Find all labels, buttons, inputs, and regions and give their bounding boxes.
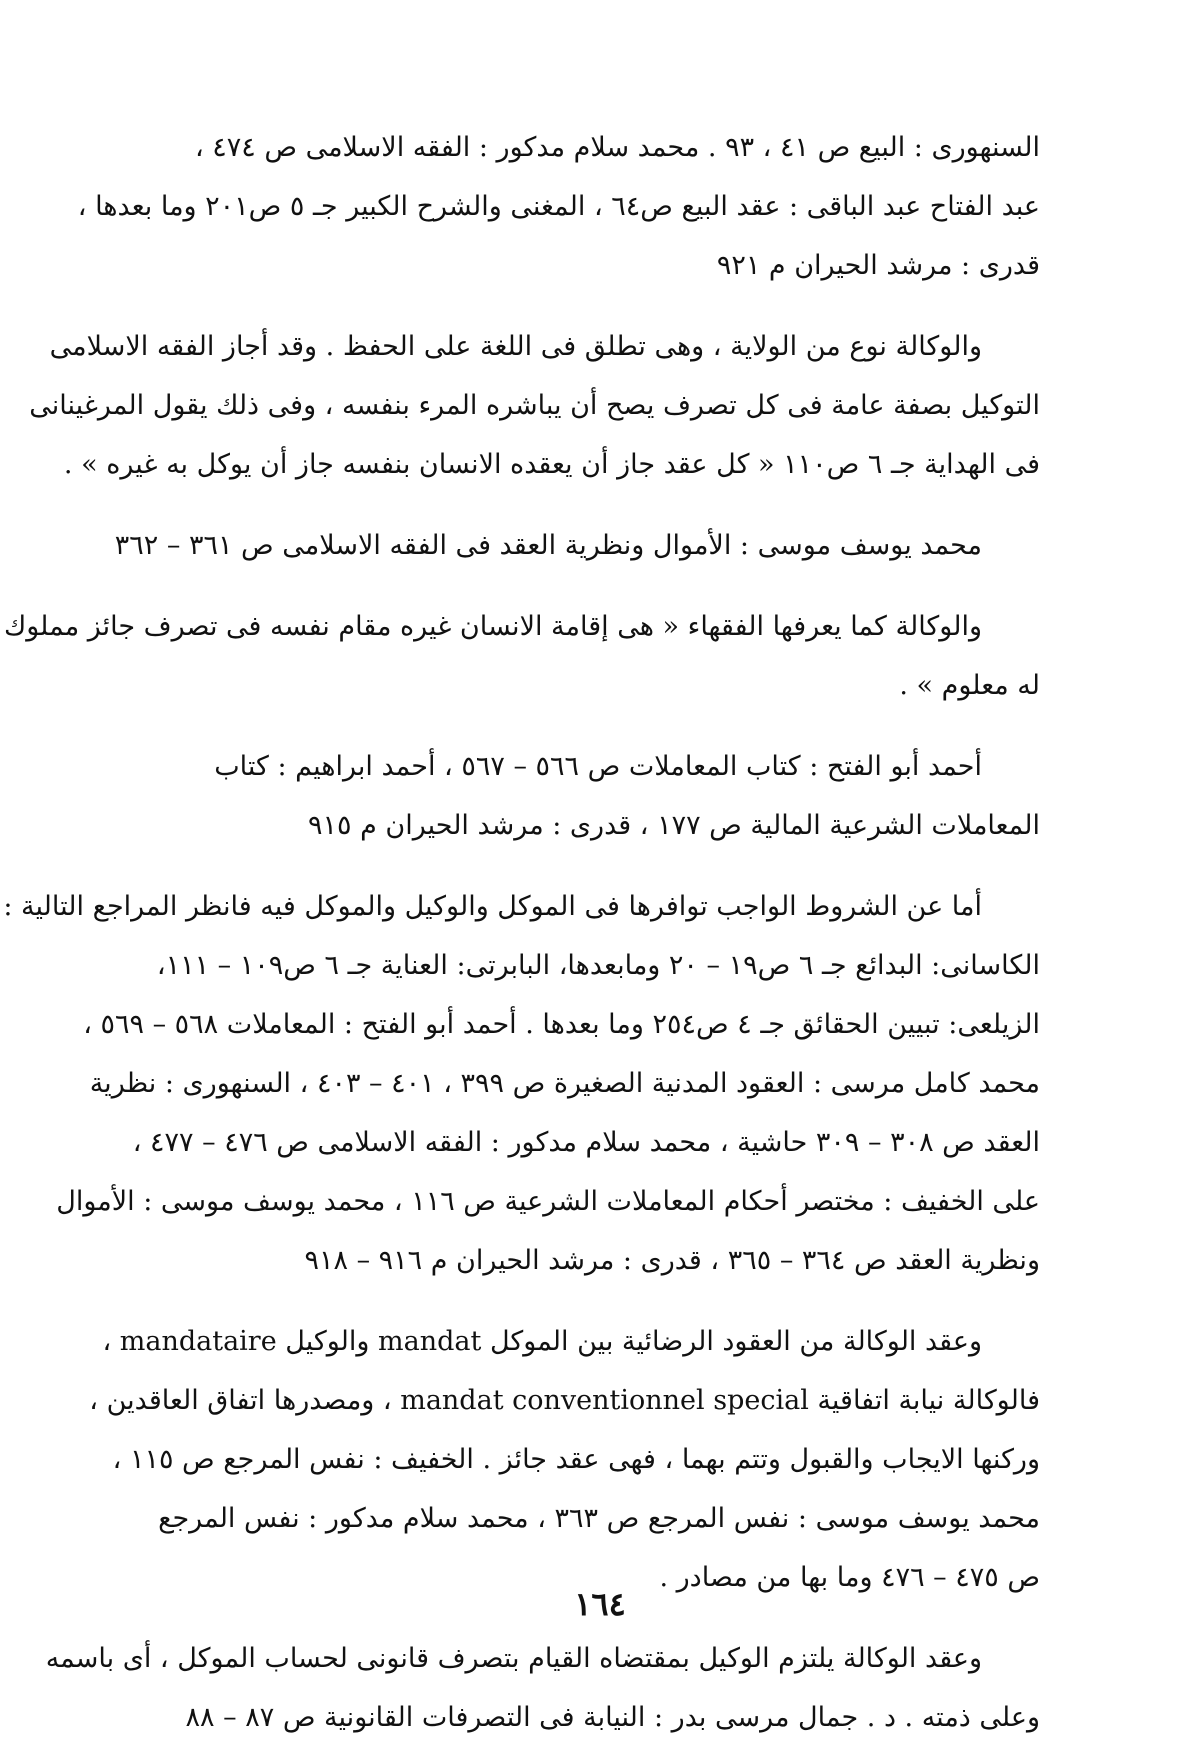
paragraph	[45, 1629, 1040, 1747]
text-line: له معلوم » .	[899, 670, 1040, 701]
text-line: الكاسانی: البدائع جـ ٦ ص١٩ – ٢٠ ومابعدها، البابرتی: العنایة جـ ٦ ص١٠٩ – ١١١،	[156, 950, 1040, 981]
text-line: محمد كامل مرسی : العقود المدنیة الصغیرة ص ٣٩٩ ، ٤٠١ – ٤٠٣ ، السنهوری : نظریة	[89, 1068, 1040, 1099]
text-line: محمد یوسف موسی : الأموال ونظریة العقد فی الفقه الاسلامی ص ٣٦١ – ٣٦٢	[114, 530, 982, 561]
text-line: التوكیل بصفة عامة فی كل تصرف یصح أن یباشره المرء بنفسه ، وفی ذلك یقول المرغینانی	[29, 390, 1040, 421]
paragraph	[3, 877, 1040, 1290]
text-line: أحمد أبو الفتح : كتاب المعاملات ص ٥٦٦ – ٥٦٧ ، أحمد ابراهیم : كتاب	[214, 751, 982, 782]
text-line: وعلی ذمته . د . جمال مرسی بدر : النیابة فی التصرفات القانونیة ص ٨٧ – ٨٨	[185, 1702, 1040, 1733]
text-body	[3, 118, 1040, 1747]
text-line: الزیلعی: تبیین الحقائق جـ ٤ ص٢٥٤ وما بعدها . أحمد أبو الفتح : المعاملات ٥٦٨ – ٥٦٩ ،	[83, 1009, 1040, 1040]
text-line: ونظریة العقد ص ٣٦٤ – ٣٦٥ ، قدری : مرشد الحیران م ٩١٦ – ٩١٨	[304, 1245, 1040, 1276]
paragraph	[77, 118, 1040, 295]
text-line: عبد الفتاح عبد الباقی : عقد البیع ص٦٤ ، المغنی والشرح الكبیر جـ ٥ ص٢٠١ وما بعدها ،	[77, 191, 1040, 222]
text-line: العقد ص ٣٠٨ – ٣٠٩ حاشیة ، محمد سلام مدكور : الفقه الاسلامی ص ٤٧٦ – ٤٧٧ ،	[132, 1127, 1040, 1158]
text-line: وعقد الوكالة یلتزم الوكیل بمقتضاه القیام بتصرف قانونی لحساب الموكل ، أی باسمه	[45, 1643, 982, 1674]
text-line: علی الخفیف : مختصر أحكام المعاملات الشرعیة ص ١١٦ ، محمد یوسف موسی : الأموال	[56, 1186, 1040, 1217]
paragraph	[89, 1312, 1040, 1607]
text-line: السنهوری : البیع ص ٤١ ، ٩٣ . محمد سلام مدكور : الفقه الاسلامی ص ٤٧٤ ،	[194, 132, 1040, 163]
paragraph	[140, 737, 1040, 855]
text-line: وعقد الوكالة من العقود الرضائیة بین الموكل mandat والوكیل mandataire ،	[102, 1326, 982, 1357]
page-number: ١٦٤	[574, 1585, 626, 1623]
text-line: والوكالة كما یعرفها الفقهاء « هی إقامة الانسان غیره مقام نفسه فی تصرف جائز مملوك	[3, 611, 982, 642]
text-line: أما عن الشروط الواجب توافرها فی الموكل والوكیل والموكل فیه فانظر المراجع التالیة :	[3, 891, 982, 922]
text-line: فالوكالة نیابة اتفاقیة mandat conventionnel special ، ومصدرها اتفاق العاقدین ،	[89, 1385, 1040, 1416]
text-line: محمد یوسف موسی : نفس المرجع ص ٣٦٣ ، محمد سلام مدكور : نفس المرجع	[158, 1503, 1040, 1534]
text-line: فی الهدایة جـ ٦ ص١١٠ « كل عقد جاز أن یعقده الانسان بنفسه جاز أن یوكل به غیره » .	[63, 449, 1040, 480]
text-line: قدری : مرشد الحیران م ٩٢١	[716, 250, 1040, 281]
text-line: والوكالة نوع من الولاية ، وهی تطلق فی اللغة علی الحفظ . وقد أجاز الفقه الاسلامی	[49, 331, 982, 362]
paragraph	[29, 317, 1040, 494]
paragraph	[3, 597, 1040, 715]
text-line: وركنها الایجاب والقبول وتتم بهما ، فهی عقد جائز . الخفیف : نفس المرجع ص ١١٥ ،	[112, 1444, 1040, 1475]
paragraph	[114, 516, 1040, 575]
text-line: المعاملات الشرعیة المالیة ص ١٧٧ ، قدری : مرشد الحیران م ٩١٥	[308, 810, 1040, 841]
text-line: ص ٤٧٥ – ٤٧٦ وما بها من مصادر .	[659, 1562, 1040, 1593]
